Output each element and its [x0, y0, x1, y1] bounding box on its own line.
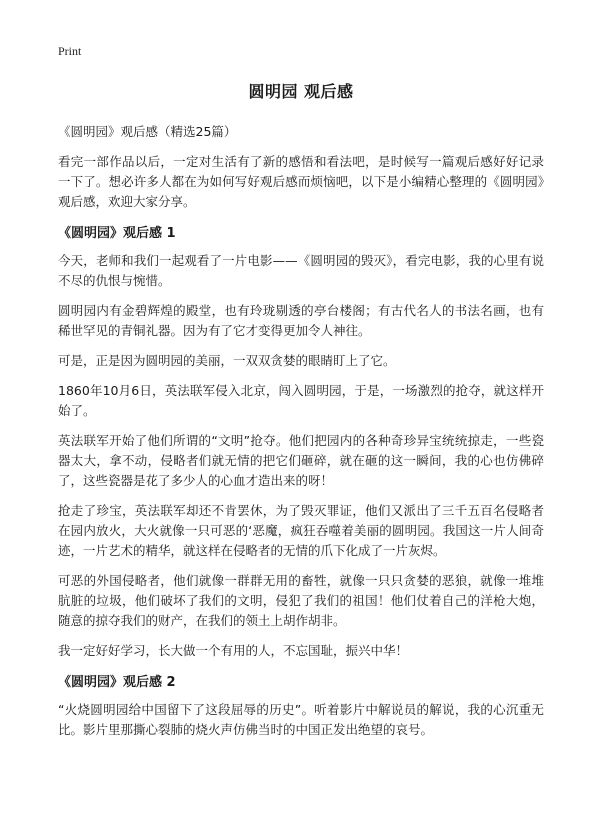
section-1-paragraph: 可是，正是因为圆明园的美丽，一双双贪婪的眼睛盯上了它。: [58, 353, 396, 368]
print-link[interactable]: Print: [58, 44, 82, 58]
document-subtitle: 《圆明园》观后感（精选25篇）: [58, 124, 237, 139]
section-1-paragraph: 英法联军开始了他们所谓的“文明”抢夺。他们把园内的各种奇珍异宝统统掠走，一些瓷器太大，拿不动，侵略者们就无情的把它们砸碎，就在砸的这一瞬间，我的心也仿佛碎了，这些瓷器是花了多少人的心血才造出来的呀！: [58, 433, 544, 488]
section-1-paragraph: 可恶的外国侵略者，他们就像一群群无用的畜牲，就像一只只贪婪的恶狼，就像一堆堆肮脏的垃圾，他们破坏了我们的文明，侵犯了我们的祖国！他们仗着自己的洋枪大炮，随意的掠夺我们的财产，在我们的领土上胡作胡非。: [58, 573, 544, 628]
section-2-paragraph: “火烧圆明园给中国留下了这段屈辱的历史”。听着影片中解说员的解说，我的心沉重无比。影片里那撕心裂肺的烧火声仿佛当时的中国正发出绝望的哀号。: [58, 702, 544, 737]
section-1-paragraph: 1860年10月6日，英法联军侵入北京，闯入圆明园，于是，一场激烈的抢夺，就这样开始了。: [58, 383, 544, 418]
section-2-heading: 《圆明园》观后感 2: [58, 675, 176, 690]
section-1-heading: 《圆明园》观后感 1: [58, 226, 176, 241]
section-1-paragraph: 今天，老师和我们一起观看了一片电影——《圆明园的毁灭》，看完电影，我的心里有说不尽的仇恨与惋惜。: [58, 253, 544, 288]
section-1-paragraph: 圆明园内有金碧辉煌的殿堂，也有玲珑剔透的亭台楼阁；有古代名人的书法名画，也有稀世罕见的青铜礼器。因为有了它才变得更加令人神往。: [58, 303, 544, 338]
page-title: 圆明园 观后感: [248, 82, 354, 101]
section-1-paragraph: 我一定好好学习，长大做一个有用的人，不忘国耻，振兴中华！: [58, 643, 409, 658]
section-1-paragraph: 抢走了珍宝，英法联军却还不肯罢休，为了毁灭罪证，他们又派出了三千五百名侵略者在园内放火，大火就像一只可恶的‘恶魔，疯狂吞噬着美丽的圆明园。我国这一片人间奇迹，一片艺术的精华，就这样在侵略者的无情的爪下化成了一片灰烬。: [58, 503, 544, 558]
intro-paragraph: 看完一部作品以后，一定对生活有了新的感悟和看法吧，是时候写一篇观后感好好记录一下了。想必许多人都在为如何写好观后感而烦恼吧，以下是小编精心整理的《圆明园》观后感，欢迎大家分享。: [58, 154, 544, 209]
